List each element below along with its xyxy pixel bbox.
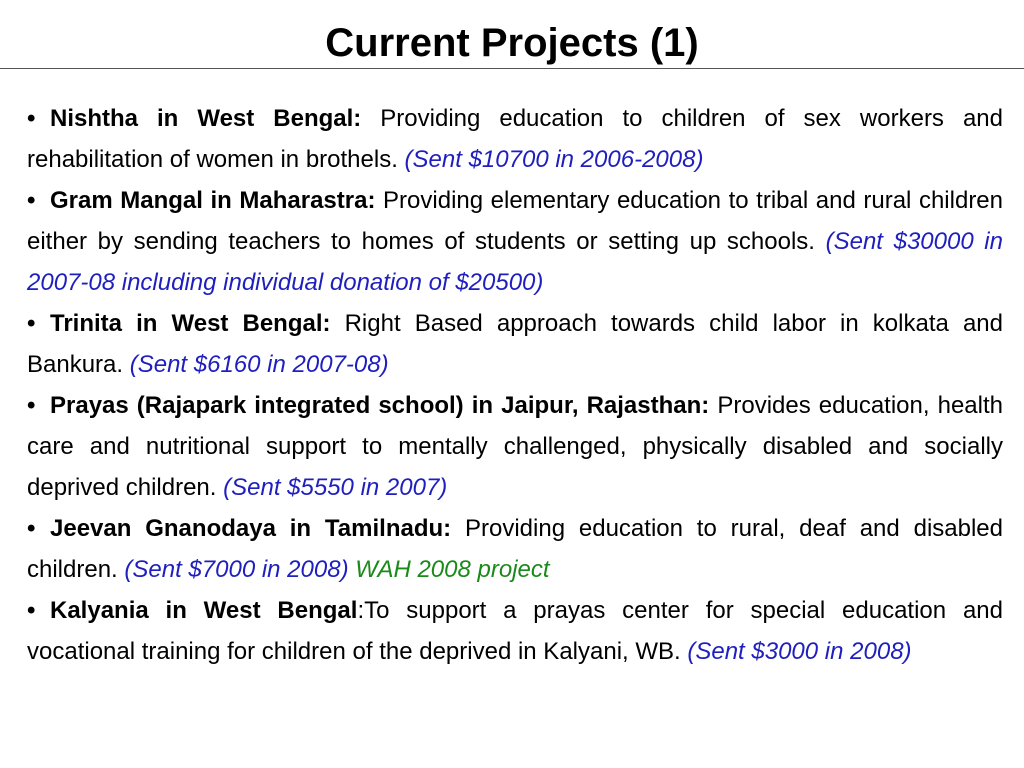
project-description: Right Based approach towards child labor in kolkata and Bankura. [27,310,1003,378]
bullet-icon: • [27,597,36,624]
funding-note: (Sent $5550 in 2007) [223,474,448,501]
funding-note: (Sent $10700 in 2006-2008) [404,146,704,173]
bullet-icon: • [27,392,36,419]
bullet-icon: • [27,515,36,542]
bullet-icon: • [27,187,36,214]
project-heading: Trinita in West Bengal: [50,310,331,337]
project-item-nishtha [27,98,1003,180]
title-divider [0,68,1024,69]
funding-note: (Sent $3000 in 2008) [687,638,912,665]
funding-note: (Sent $6160 in 2007-08) [129,351,389,378]
bullet-icon: • [27,310,36,337]
funding-note: (Sent $7000 in 2008) [124,556,349,583]
project-heading: Kalyania in West Bengal [50,597,358,624]
project-description: Provides education, health care and nutritional support to mentally challenged, physically disabled and socially deprived children. [27,392,1004,501]
project-item-jeevan-gnanodaya [27,508,1003,590]
project-item-gram-mangal [27,180,1003,303]
slide-title: Current Projects (1) [325,21,699,65]
project-description: :To support a prayas center for special education and vocational training for children of the deprived in Kalyani, WB. [27,597,1003,665]
project-list [27,98,1003,672]
project-description: Providing elementary education to tribal and rural children either by sending teachers to homes of students or setting up schools. [27,187,1004,255]
project-heading: Nishtha in West Bengal: [50,105,362,132]
project-heading: Prayas (Rajapark integrated school) in Jaipur, Rajasthan: [50,392,710,419]
project-heading: Gram Mangal in Maharastra: [50,187,376,214]
bullet-icon: • [27,105,36,132]
project-tag: WAH 2008 project [348,556,550,583]
project-item-prayas [27,385,1003,508]
project-item-trinita [27,303,1003,385]
project-heading: Jeevan Gnanodaya in Tamilnadu: [50,515,452,542]
project-item-kalyania [27,590,1003,672]
project-description: Providing education to rural, deaf and disabled children. [27,515,1003,583]
funding-note: (Sent $30000 in 2007-08 including individual donation of $20500) [27,228,1003,296]
project-description: Providing education to children of sex workers and rehabilitation of women in brothels. [27,105,1003,173]
